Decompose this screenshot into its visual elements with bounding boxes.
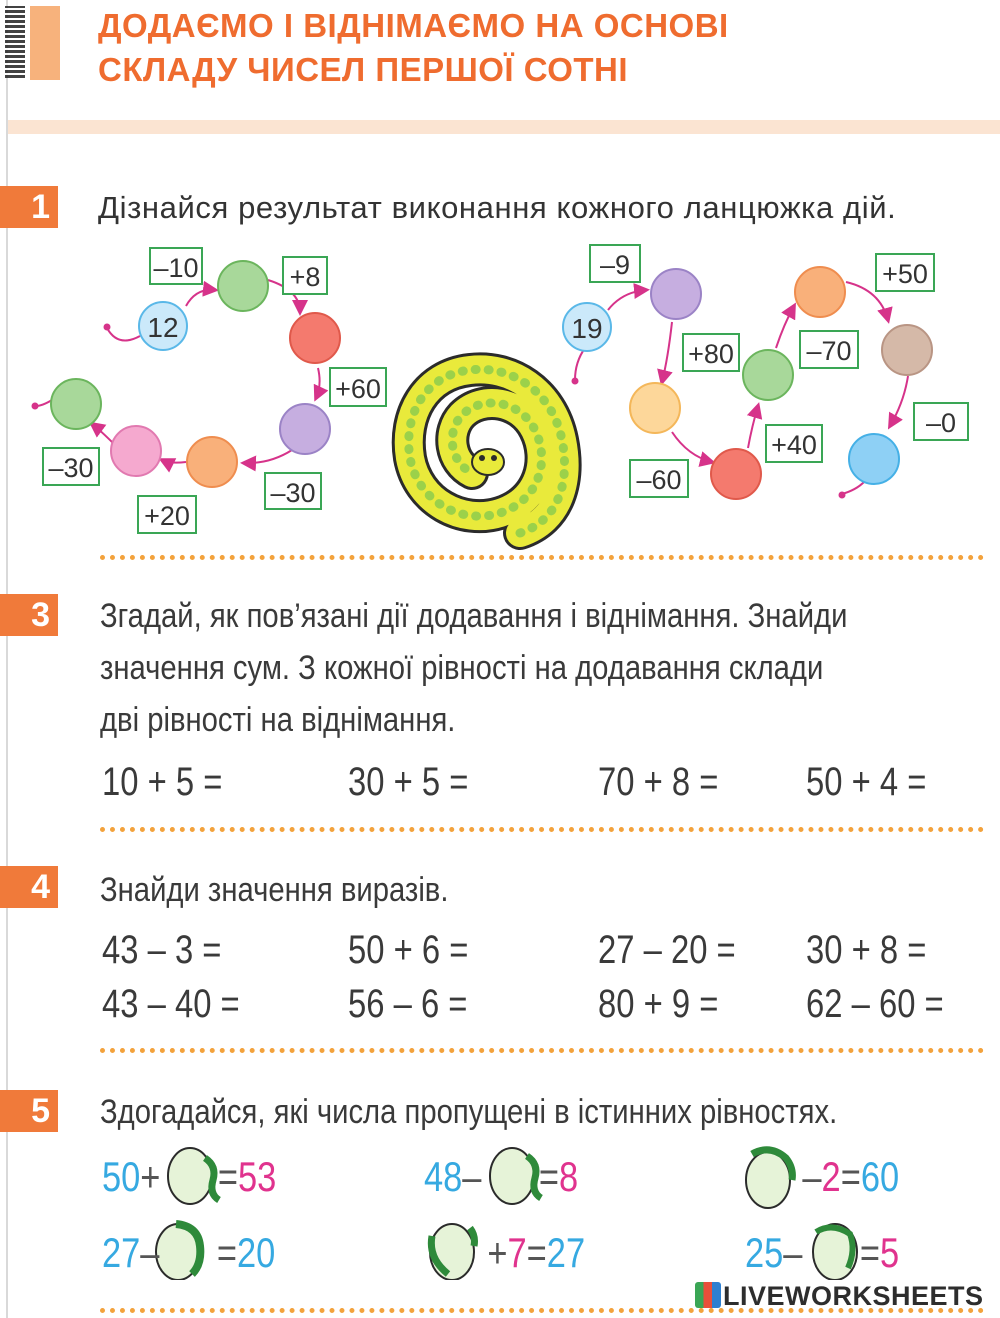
t3-expr-4: 50 + 4 = <box>806 760 927 804</box>
t5-eq-5 <box>430 1228 585 1278</box>
t4-expr-1: 43 – 3 = <box>102 928 222 972</box>
eq1-res: 53 <box>237 1153 277 1200</box>
right-blank-5 <box>795 267 845 317</box>
right-op-7: –0 <box>925 408 957 438</box>
eq3-op: – <box>802 1153 822 1200</box>
left-blank-5 <box>111 426 161 476</box>
eq4-a: 27 <box>102 1229 141 1276</box>
t5-eq-6 <box>745 1228 899 1278</box>
t4-expr-3: 27 – 20 = <box>598 928 736 972</box>
right-op-4: +40 <box>771 430 817 460</box>
eq2-op: – <box>462 1153 482 1200</box>
right-blank-3 <box>711 449 761 499</box>
left-op-6: –30 <box>48 453 94 483</box>
eq4-res: 20 <box>236 1229 276 1276</box>
eq6-op: – <box>783 1229 803 1276</box>
right-blank-4 <box>743 350 793 400</box>
right-blank-2 <box>630 383 680 433</box>
divider-3 <box>100 1048 984 1053</box>
t3-expr-2: 30 + 5 = <box>348 760 469 804</box>
left-chain-start: 12 <box>147 312 179 343</box>
header-divider <box>8 120 1000 134</box>
divider-1 <box>100 555 984 560</box>
t4-expr-2: 50 + 6 = <box>348 928 469 972</box>
right-op-3: –60 <box>636 465 682 495</box>
right-op-2: +80 <box>688 339 734 369</box>
eq1-op: + <box>140 1153 161 1200</box>
eq6-res: 5 <box>879 1229 900 1276</box>
t4-expr-4: 30 + 8 = <box>806 928 927 972</box>
task-5-text: Здогадайся, які числа пропущені в істинних рівностях. <box>100 1093 838 1131</box>
right-op-6: +50 <box>882 259 928 289</box>
task-1-number: 1 <box>0 186 58 228</box>
eq2-eq: = <box>538 1153 559 1200</box>
t4-expr-6: 56 – 6 = <box>348 982 468 1026</box>
eq5-res: 27 <box>546 1229 586 1276</box>
t3-expr-1: 10 + 5 = <box>102 760 223 804</box>
left-blank-2 <box>290 313 340 363</box>
t4-expr-8: 62 – 60 = <box>806 982 944 1026</box>
left-blank-1 <box>218 261 268 311</box>
eq6-a: 25 <box>745 1229 784 1276</box>
header-band <box>30 6 60 80</box>
right-op-1: –9 <box>599 250 631 280</box>
task-3-line-2: значення сум. З кожної рівності на додавання склади <box>100 649 824 687</box>
left-op-3: +60 <box>335 374 381 404</box>
left-op-2: +8 <box>289 262 321 292</box>
liveworksheets-logo-text: LIVEWORKSHEETS <box>723 1281 984 1311</box>
left-blank-3 <box>280 404 330 454</box>
eq1-a: 50 <box>102 1153 141 1200</box>
task-5-number: 5 <box>0 1090 58 1132</box>
snake-illustration <box>409 369 565 533</box>
right-op-5: –70 <box>806 336 852 366</box>
left-blank-6 <box>51 379 101 429</box>
task-4-number: 4 <box>0 866 58 908</box>
task-1-text: Дізнайся результат виконання кожного ланцюжка дій. <box>98 190 897 225</box>
t5-eq-3 <box>745 1152 899 1202</box>
right-blank-1 <box>651 269 701 319</box>
eq5-eq: = <box>526 1229 547 1276</box>
task-3-line-3: дві рівності на віднімання. <box>100 701 456 739</box>
page-title <box>98 4 729 92</box>
eq2-a: 48 <box>424 1153 463 1200</box>
eq3-eq: = <box>840 1153 861 1200</box>
eq1-eq: = <box>217 1153 238 1200</box>
right-blank-6 <box>882 325 932 375</box>
task-3-number: 3 <box>0 594 58 636</box>
right-chain-start: 19 <box>571 313 603 344</box>
eq2-res: 8 <box>558 1153 579 1200</box>
eq6-eq: = <box>859 1229 880 1276</box>
title-line-1: ДОДАЄМО І ВІДНІМАЄМО НА ОСНОВІ <box>98 7 729 44</box>
left-blank-4 <box>187 437 237 487</box>
qr-code-icon <box>5 6 25 78</box>
t3-expr-3: 70 + 8 = <box>598 760 719 804</box>
right-blank-7 <box>849 434 899 484</box>
eq5-op: + <box>487 1229 508 1276</box>
eq4-op: – <box>140 1229 160 1276</box>
t4-expr-5: 43 – 40 = <box>102 982 240 1026</box>
liveworksheets-icon <box>695 1282 721 1308</box>
task-3-line-1: Згадай, як пов’язані дії додавання і віднімання. Знайди <box>100 597 848 635</box>
eq3-res: 60 <box>860 1153 900 1200</box>
eq3-b: 2 <box>821 1153 841 1200</box>
liveworksheets-logo[interactable] <box>695 1281 984 1312</box>
t5-eq-1 <box>102 1152 276 1202</box>
eq5-b: 7 <box>507 1229 527 1276</box>
t4-expr-7: 80 + 9 = <box>598 982 719 1026</box>
t5-eq-2 <box>424 1152 578 1202</box>
t5-eq-4 <box>102 1228 275 1278</box>
left-op-4: –30 <box>270 478 316 508</box>
left-op-1: –10 <box>153 253 199 283</box>
task-4-text: Знайди значення виразів. <box>100 871 449 909</box>
task-1-chains <box>0 230 1000 560</box>
left-op-5: +20 <box>144 501 190 531</box>
eq4-eq: = <box>216 1229 237 1276</box>
divider-2 <box>100 827 984 832</box>
title-line-2: СКЛАДУ ЧИСЕЛ ПЕРШОЇ СОТНІ <box>98 51 629 88</box>
